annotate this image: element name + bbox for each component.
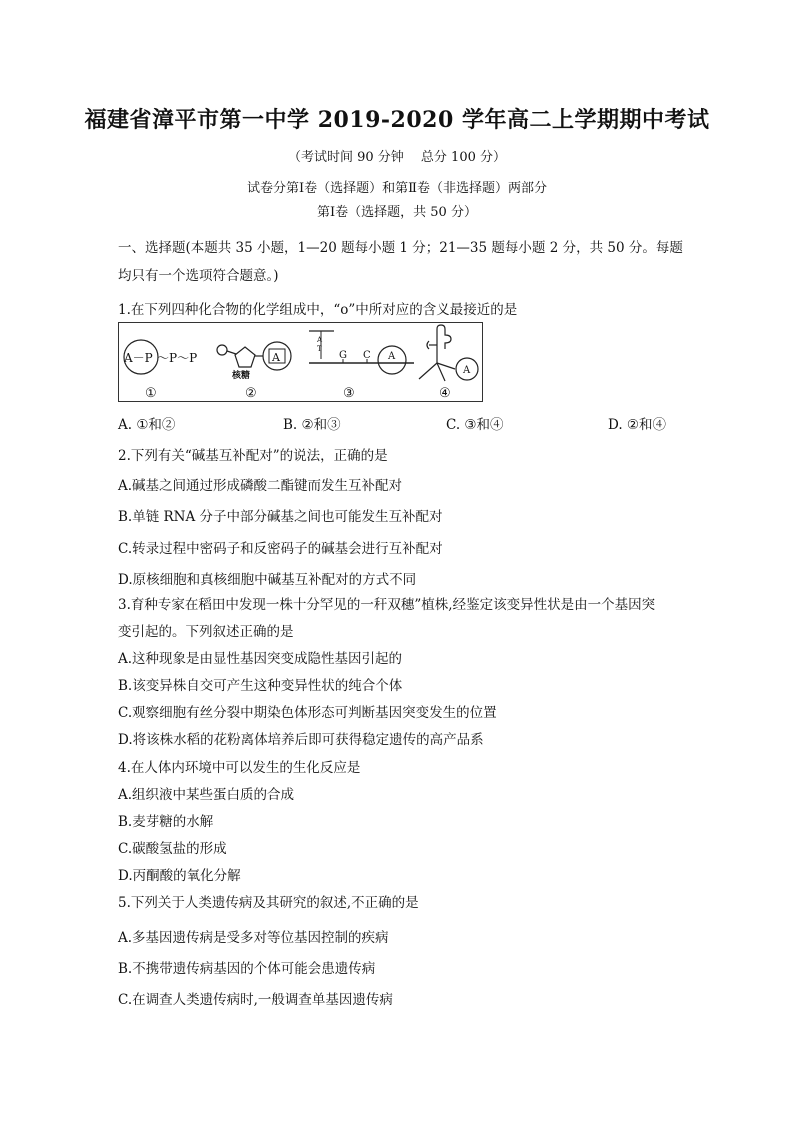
compound-4-trna (419, 325, 478, 401)
question-5-stem: 5.下列关于人类遗传病及其研究的叙述,不正确的是 (118, 895, 419, 911)
question-3-option-d: D.将该株水稻的花粉离体培养后即可获得稳定遗传的高产品系 (118, 732, 484, 748)
question-3-option-b: B.该变异株自交可产生这种变异性状的纯合个体 (118, 678, 403, 694)
question-5-option-a: A.多基因遗传病是受多对等位基因控制的疾病 (118, 930, 389, 946)
compound-2-nucleotide (217, 342, 291, 401)
compound-3-number: ③ (343, 386, 355, 401)
question-4-option-b: B.麦芽糖的水解 (118, 814, 214, 830)
question-4-stem: 4.在人体内环境中可以发生的生化反应是 (118, 760, 361, 776)
page-title: 福建省漳平市第一中学 2019-2020 学年高二上学期期中考试 (84, 107, 710, 133)
question-2-option-c: C.转录过程中密码子和反密码子的碱基会进行互补配对 (118, 541, 443, 557)
question-3-stem-line1: 3.育种专家在稻田中发现一株十分罕见的一秆双穗”植株,经鉴定该变异性状是由一个基因突 (118, 597, 656, 613)
compound-2-number: ② (245, 386, 257, 401)
question-1-diagram (118, 322, 483, 402)
question-4-option-c: C.碳酸氢盐的形成 (118, 841, 227, 857)
question-2-option-a: A.碱基之间通过形成磷酸二酯键而发生互补配对 (118, 478, 403, 494)
compound-1-circle-text: A－P (124, 351, 153, 365)
question-4-option-a: A.组织液中某些蛋白质的合成 (118, 787, 295, 803)
dna-top-base-2: T (317, 345, 322, 353)
volume-heading: 第Ⅰ卷（选择题，共 50 分） (317, 205, 477, 220)
question-3-stem-line2: 变引起的。下列叙述正确的是 (118, 624, 294, 640)
question-4-option-d: D.丙酮酸的氧化分解 (118, 868, 241, 884)
dna-top-base-1: A (317, 336, 323, 344)
section-heading-line1: 一、选择题(本题共 35 小题，1—20 题每小题 1 分；21—35 题每小题 2 分，共 50 分。每题 (118, 240, 683, 256)
phosphate-group (217, 345, 227, 355)
question-1-option-b: B. ②和③ (283, 417, 341, 433)
question-2-stem: 2.下列有关“碱基互补配对”的说法，正确的是 (118, 448, 388, 464)
question-1-option-d: D. ②和④ (608, 417, 667, 433)
question-1-option-c: C. ③和④ (446, 417, 504, 433)
compound-1-number: ① (145, 386, 157, 401)
compound-3-circle-text: A (388, 351, 396, 362)
section-heading-line2: 均只有一个选项符合题意。) (118, 268, 279, 284)
question-5-option-b: B.不携带遗传病基因的个体可能会患遗传病 (118, 961, 376, 977)
ribose-label: 核糖 (232, 371, 251, 381)
compound-3-dna (309, 331, 414, 401)
question-5-option-c: C.在调查人类遗传病时,一般调查单基因遗传病 (118, 992, 393, 1008)
compound-4-number: ④ (439, 386, 451, 401)
paper-structure: 试卷分第Ⅰ卷（选择题）和第Ⅱ卷（非选择题）两部分 (247, 181, 547, 196)
question-1-option-a: A. ①和② (118, 417, 176, 433)
compound-2-base-text: A (272, 351, 280, 364)
dna-base-g: G (339, 350, 347, 361)
compound-1-atp (123, 340, 197, 401)
exam-info: （考试时间 90 分钟 总分 100 分） (287, 150, 507, 165)
question-2-option-d: D.原核细胞和真核细胞中碱基互补配对的方式不同 (118, 572, 417, 588)
compound-1-tail-text: ～P～P (157, 351, 198, 365)
question-1-stem: 1.在下列四种化合物的化学组成中，“o”中所对应的含义最接近的是 (118, 302, 518, 318)
compound-4-circle-text: A (463, 365, 471, 376)
dna-base-c: C (363, 350, 371, 361)
question-3-option-c: C.观察细胞有丝分裂中期染色体形态可判断基因突变发生的位置 (118, 705, 497, 721)
question-3-option-a: A.这种现象是由显性基因突变成隐性基因引起的 (118, 651, 403, 667)
question-2-option-b: B.单链 RNA 分子中部分碱基之间也可能发生互补配对 (118, 509, 443, 525)
ribose-pentagon (235, 347, 255, 367)
